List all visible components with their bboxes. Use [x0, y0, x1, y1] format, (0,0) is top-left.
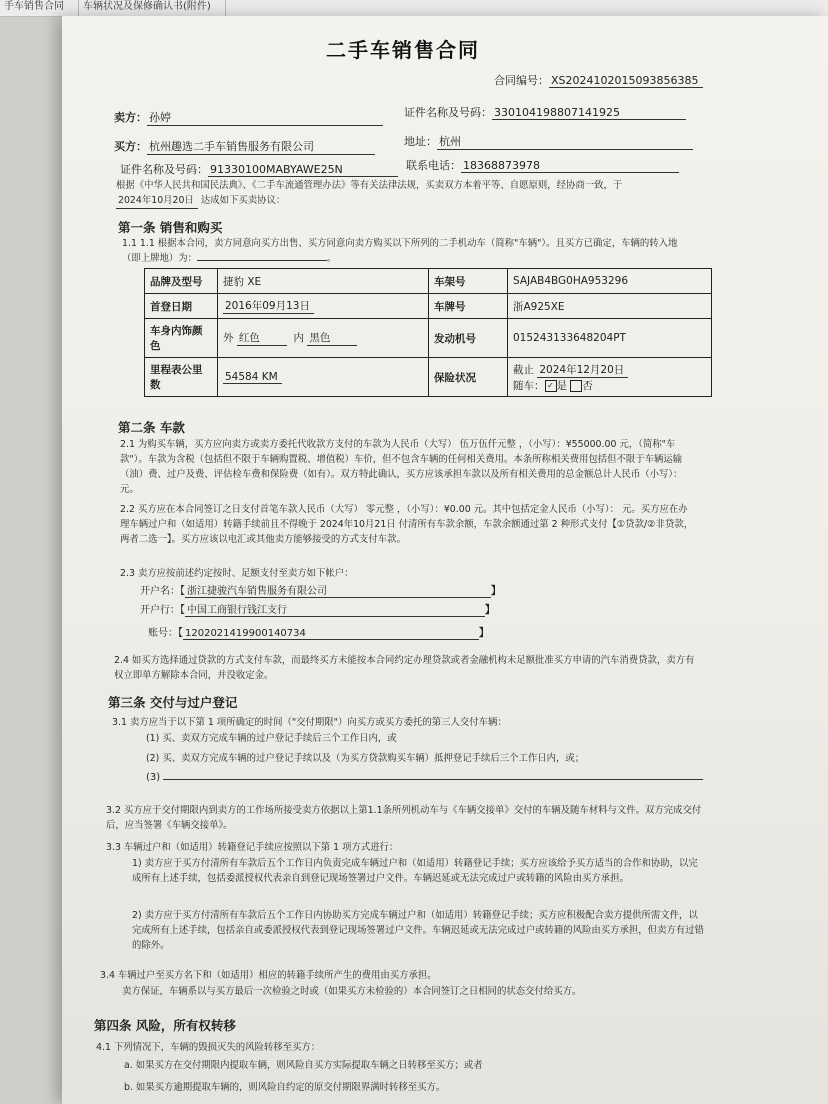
transfer-location-blank: [197, 260, 327, 261]
color-value: [218, 319, 429, 358]
buyer-id-row: [120, 161, 398, 177]
reg-date-label: 首登日期: [145, 294, 218, 319]
clause-3-3-2: 2) 卖方应于买方付清所有车款后五个工作日内协助买方完成车辆过户和（如适用）转籍登记手续；买方应积极配合卖方提供所需文件，以完成所有上述手续，包括亲自或委派授权代表到登记现场签署过户文件。车辆迟延或无法完成过户或转籍的风险由买方承担，但卖方有过错的除外。: [132, 910, 704, 951]
preamble-date: 2024年10月20日: [116, 193, 198, 209]
buyer-id: 91330100MABYAWE25N: [208, 163, 398, 177]
engine-label: 发动机号: [429, 319, 508, 358]
clause-3-3: 3.3 车辆过户和（如适用）转籍登记手续应按照以下第 1 项方式进行：: [106, 842, 399, 853]
document-tab-bar: [0, 0, 828, 17]
clause-4-1: 4.1 下列情况下，车辆的毁损灭失的风险转移至买方：: [96, 1042, 321, 1053]
seller-label: 卖方：: [114, 111, 147, 124]
address-label: 地址：: [404, 135, 437, 148]
clause-3-2: 3.2 买方应于交付期限内到卖方的工作场所接受卖方依据以上第1.1条所列机动车与《车辆交接单》交付的车辆及随车材料与文件。双方完成交付后，应当签署《车辆交接单》。: [106, 805, 702, 831]
buyer-name: 杭州趣选二手车销售服务有限公司: [147, 138, 375, 155]
bracket-close: 】: [479, 628, 489, 639]
address: 杭州: [437, 133, 693, 150]
table-row: [145, 269, 712, 294]
tab-sales-contract[interactable]: 手车销售合同: [0, 0, 79, 16]
tab-vehicle-condition[interactable]: 车辆状况及保修确认书(附件): [79, 0, 226, 16]
account-name-label: 开户名：【: [140, 586, 185, 597]
account-bank: 中国工商银行钱江支行: [185, 601, 485, 617]
clause-3-1-c-blank: [163, 779, 703, 780]
address-row: [404, 133, 693, 150]
ins-follow-label: 随车：: [513, 379, 545, 392]
reg-date-text: 2016年09月13日: [223, 298, 314, 314]
contract-number: XS2024102015093856385: [549, 74, 703, 88]
table-row: [145, 358, 712, 397]
int-color: 黑色: [307, 330, 357, 346]
account-number-label: 账号：【: [148, 628, 183, 639]
table-row: [145, 294, 712, 319]
vin-label: 车架号: [429, 269, 508, 294]
article-1-title: 第一条 销售和购买: [118, 220, 223, 235]
color-label: 车身内饰颜色: [145, 319, 218, 358]
reg-date-value: [218, 294, 429, 319]
clause-4-1-b: b. 如果买方逾期提取车辆的，则风险自约定的原交付期限界满时转移至买方。: [124, 1082, 446, 1093]
clause-4-1-a: a. 如果买方在交付期限内提取车辆，则风险自买方实际提取车辆之日转移至买方；或者: [124, 1060, 483, 1071]
phone-label: 联系电话：: [406, 159, 461, 172]
plate-label: 车牌号: [429, 294, 508, 319]
ext-color: 红色: [237, 330, 287, 346]
insurance-until: [513, 362, 706, 378]
engine-value: 015243133648204PT: [508, 319, 712, 358]
clause-1-1-text: 1.1 1.1 根据本合同，卖方同意向买方出售、买方同意向卖方购买以下所列的二手机动车（简称"车辆"）。且买方已确定，车辆的转入地（即上牌地）为：: [122, 238, 678, 264]
brand-label: 品牌及型号: [145, 269, 218, 294]
preamble-end: 达成如下买卖协议：: [200, 195, 286, 206]
mileage-text: 54584 KM: [223, 371, 282, 384]
phone: 18368873978: [461, 159, 679, 173]
checkbox-icon[interactable]: [570, 380, 582, 392]
contract-number-label: 合同编号：: [494, 74, 549, 87]
clause-3-4: 3.4 车辆过户至买方名下和（如适用）相应的转籍手续所产生的费用由买方承担。: [100, 970, 437, 981]
clause-2-1: 2.1 为购买车辆，买方应向卖方或卖方委托代收款方支付的车款为人民币（大写） 伍万伍仟元整 ，（小写）：¥55000.00 元，（简称"车款"）。车款为含税（包括但不限于车辆购置税、增值税）车价，但不包含车辆的任何相关费用。本条所称相关费用包括但不限于车辆运输（油）费、过户及费、评估检车费和保险费（如有）。双方特此确认，买方应该承担车款以及所有相关费用的总金额总计人民币（小写）： 元。: [120, 439, 683, 495]
clause-3-1-a: (1) 买、卖双方完成车辆的过户登记手续后三个工作日内，或: [146, 733, 397, 744]
vehicle-info-table: [144, 268, 712, 397]
ins-no: 否: [582, 379, 593, 392]
seller-id-row: [404, 104, 686, 120]
checked-checkbox-icon[interactable]: ✓: [545, 380, 557, 392]
buyer-id-label: 证件名称及号码：: [120, 163, 208, 176]
clause-3-1: 3.1 卖方应当于以下第 1 项所确定的时间（"交付期限"）向买方或买方委托的第三人交付车辆：: [112, 717, 507, 728]
account-number-row: [148, 624, 489, 640]
buyer-row: [114, 138, 375, 155]
clause-2-3: 2.3 卖方应按前述约定按时、足额支付至卖方如下帐户：: [120, 568, 354, 579]
seller-id-label: 证件名称及号码：: [404, 106, 492, 119]
bracket-close: 】: [485, 605, 495, 616]
insurance-follow: [513, 378, 706, 393]
contract-page: [62, 16, 828, 1104]
account-name-row: [140, 582, 501, 598]
bracket-close: 】: [491, 586, 501, 597]
article-3-title: 第三条 交付与过户登记: [108, 695, 238, 710]
seller-id: 330104198807141925: [492, 106, 686, 120]
mileage-value: [218, 358, 429, 397]
clause-3-1-c: [146, 772, 703, 783]
ins-yes: 是: [556, 379, 567, 392]
clause-3-1-c-label: (3): [146, 772, 161, 783]
ext-prefix: 外: [223, 332, 234, 344]
clause-1-1: 1.1 1.1 根据本合同，卖方同意向买方出售、买方同意向卖方购买以下所列的二手机动车（简称"车辆"）。且买方已确定，车辆的转入地（即上牌地）为： 。: [122, 238, 678, 264]
account-bank-row: [140, 601, 495, 617]
ins-date: 2024年12月20日: [537, 362, 628, 378]
mileage-label: 里程表公里数: [145, 358, 218, 397]
preamble: [116, 178, 696, 209]
preamble-text: 根据《中华人民共和国民法典》、《二手车流通管理办法》等有关法律法规，买卖双方本着平等、自愿原则，经协商一致，于: [116, 180, 623, 191]
account-bank-label: 开户行：【: [140, 605, 185, 616]
account-name: 浙江捷骏汽车销售服务有限公司: [185, 582, 491, 598]
clause-3-3-1: 1) 卖方应于买方付清所有车款后五个工作日内负责完成车辆过户和（如适用）转籍登记手续；买方应该给予买方适当的合作和协助，以完成所有上述手续，包括委派授权代表亲自到登记现场签署过户文件。车辆迟延或无法完成过户或转籍的风险由买方承担。: [132, 858, 698, 884]
clause-3-1-b: (2) 买、卖双方完成车辆的过户登记手续以及（为买方贷款购买车辆）抵押登记手续后三个工作日内，或；: [146, 753, 585, 764]
article-2-title: 第二条 车款: [118, 420, 185, 435]
page-title: 二手车销售合同: [326, 38, 480, 62]
int-prefix: 内: [293, 332, 305, 344]
seller-name: 孙婷: [147, 109, 383, 126]
table-row: [145, 319, 712, 358]
plate-value: 浙A925XE: [508, 294, 712, 319]
phone-row: [406, 157, 679, 173]
contract-number-row: [494, 72, 703, 88]
clause-2-2: 2.2 买方应在本合同签订之日支付首笔车款人民币（大写） 零元整 ，（小写）：¥0.00 元。其中包括定金人民币（小写）： 元。买方应在办理车辆过户和（如适用）转籍手续前且不得晚于 2024年10月21日 付清所有车款余额，车款余额通过第 2 种形式支付【①贷款/②非贷款，两者二选一】。买方应该以电汇或其他卖方能够接受的方式支付车款。: [120, 504, 694, 545]
buyer-label: 买方：: [114, 140, 147, 153]
account-number: 1202021419900140734: [183, 628, 479, 640]
article-4-title: 第四条 风险，所有权转移: [94, 1018, 236, 1033]
clause-2-4: 2.4 如买方选择通过贷款的方式支付车款，而最终买方未能按本合同约定办理贷款或者金融机构未足额批准买方申请的汽车消费贷款，卖方有权立即单方解除本合同，并没收定金。: [114, 655, 695, 681]
ins-prefix: 截止: [513, 363, 534, 376]
brand-value: 捷豹 XE: [218, 269, 429, 294]
seller-row: [114, 109, 383, 126]
insurance-label: 保险状况: [429, 358, 508, 397]
vin-value: SAJAB4BG0HA953296: [508, 269, 712, 294]
insurance-value: [508, 358, 712, 397]
clause-3-4-guarantee: 卖方保证，车辆系以与买方最后一次检验之时或（如果买方未检验的）本合同签订之日相同的状态交付给买方。: [122, 986, 582, 997]
